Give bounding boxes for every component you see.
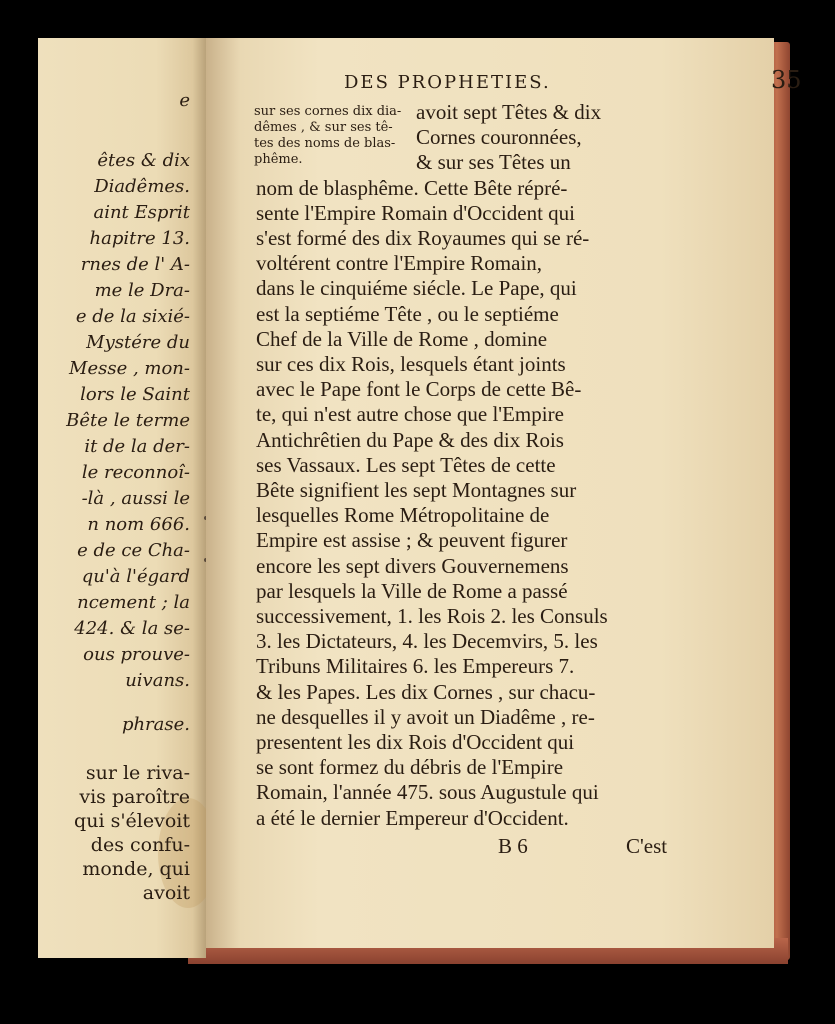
marginal-note-line: phême. — [254, 152, 303, 167]
left-text-line: ncement ; la — [77, 592, 190, 613]
left-text-line: Bête le terme — [66, 410, 190, 431]
running-head: DES PROPHETIES. — [344, 72, 551, 93]
left-text-line: hapitre 13. — [89, 228, 190, 249]
body-text-line: encore les sept divers Gouvernemens — [256, 554, 569, 578]
body-text-line: successivement, 1. les Rois 2. les Consuls — [256, 604, 608, 628]
left-text-line: avoit — [142, 882, 190, 904]
left-text-line: rnes de l' A- — [80, 254, 190, 275]
left-text-line: uivans. — [125, 670, 190, 691]
body-text-line: avec le Pape font le Corps de cette Bê- — [256, 377, 582, 401]
body-text-line: te, qui n'est autre chose que l'Empire — [256, 402, 564, 426]
open-book — [38, 38, 802, 964]
left-text-line: e de la sixié- — [75, 306, 190, 327]
left-text-line: Mystére du — [86, 332, 190, 353]
left-text-line: monde, qui — [82, 858, 190, 880]
left-text-line: des confu- — [90, 834, 190, 856]
left-text-line: it de la der- — [84, 436, 190, 457]
left-text-line: êtes & dix — [97, 150, 190, 171]
signature-mark: B 6 — [498, 834, 528, 858]
body-text-line: Chef de la Ville de Rome , domine — [256, 327, 548, 351]
left-text-line: aint Esprit — [93, 202, 190, 223]
body-text-line: voltérent contre l'Empire Romain, — [256, 251, 543, 275]
left-text-line: qui s'élevoit — [74, 810, 190, 832]
left-text-line: -là , aussi le — [81, 488, 190, 509]
catchword: C'est — [626, 834, 668, 858]
body-text-line: a été le dernier Empereur d'Occident. — [256, 806, 569, 830]
left-page — [38, 38, 206, 958]
body-text-line: Bête signifient les sept Montagnes sur — [256, 478, 577, 502]
left-text-line: me le Dra- — [94, 280, 190, 301]
body-text-line: se sont formez du débris de l'Empire — [256, 755, 564, 779]
body-text-line: dans le cinquiéme siécle. Le Pape, qui — [256, 276, 577, 300]
body-text-line: Cornes couronnées, — [416, 125, 582, 149]
body-text-line: Tribuns Militaires 6. les Empereurs 7. — [256, 654, 575, 678]
left-text-line: 424. & la se- — [74, 618, 190, 639]
body-text-line: & sur ses Têtes un — [416, 150, 571, 174]
body-text-line: sente l'Empire Romain d'Occident qui — [256, 201, 575, 225]
body-text-line: Romain, l'année 475. sous Augustule qui — [256, 780, 599, 804]
body-text-line: Empire est assise ; & peuvent figurer — [256, 528, 568, 552]
left-text-line: n nom 666. — [87, 514, 190, 535]
left-text-line: phrase. — [121, 714, 190, 735]
body-text-line: lesquelles Rome Métropolitaine de — [256, 503, 550, 527]
marginal-note-line: sur ses cornes dix dia- — [254, 104, 402, 119]
body-text-line: presentent les dix Rois d'Occident qui — [256, 730, 575, 754]
body-text-line: s'est formé des dix Royaumes qui se ré- — [256, 226, 590, 250]
body-text-line: ne desquelles il y avoit un Diadême , re- — [256, 705, 595, 729]
left-text-line: le reconnoî- — [81, 462, 190, 483]
body-text-line: est la septiéme Tête , ou le septiéme — [256, 302, 559, 326]
body-text-line: nom de blasphême. Cette Bête répré- — [256, 176, 568, 200]
marginal-note-line: tes des noms de blas- — [254, 136, 396, 151]
body-text-line: ses Vassaux. Les sept Têtes de cette — [256, 453, 556, 477]
body-text-line: Antichrêtien du Pape & des dix Rois — [256, 428, 564, 452]
left-text-line: e — [179, 90, 190, 111]
left-text-line: Diadêmes. — [94, 176, 190, 197]
left-text-line: e de ce Cha- — [77, 540, 190, 561]
left-text-line: sur le riva- — [85, 762, 190, 784]
left-text-line: vis paroître — [79, 786, 190, 808]
left-text-line: Messe , mon- — [69, 358, 190, 379]
left-text-line: lors le Saint — [80, 384, 190, 405]
body-text-line: 3. les Dictateurs, 4. les Decemvirs, 5. les — [256, 629, 598, 653]
marginal-note — [254, 104, 436, 168]
marginal-note-line: dêmes , & sur ses tê- — [254, 120, 393, 135]
left-text-line: ous prouve- — [83, 644, 190, 665]
left-text-line: qu'à l'égard — [81, 566, 190, 587]
body-text-line: avoit sept Têtes & dix — [416, 100, 602, 124]
right-page — [206, 38, 802, 948]
body-text-line: par lesquels la Ville de Rome a passé — [256, 579, 568, 603]
page-number: 35 — [771, 66, 802, 94]
body-text-line: sur ces dix Rois, lesquels étant joints — [256, 352, 566, 376]
body-text-line: & les Papes. Les dix Cornes , sur chacu- — [256, 680, 596, 704]
